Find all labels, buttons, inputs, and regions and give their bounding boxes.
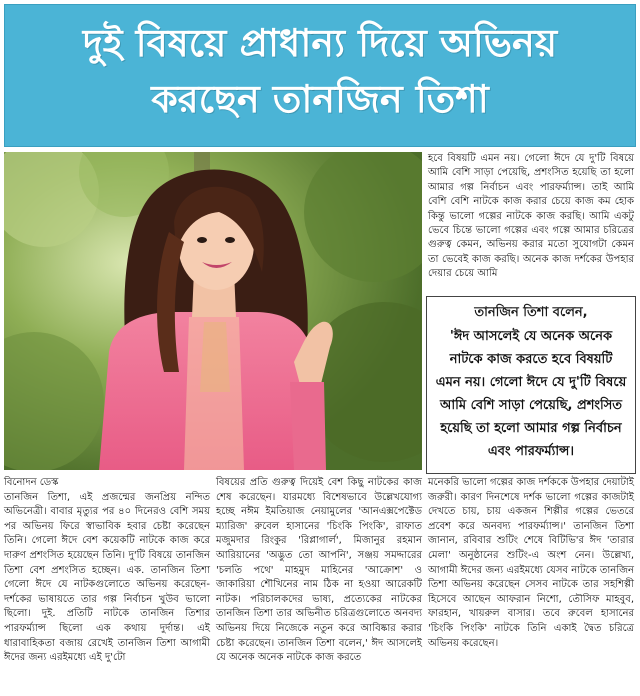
pull-quote-heading: তানজিন তিশা বলেন,: [474, 305, 588, 320]
headline-line-2: করছেন তানজিন তিশা: [151, 77, 489, 121]
portrait-photo: [4, 152, 422, 470]
article-column-3: [428, 476, 634, 651]
article-right-top-text: হবে বিষয়টি এমন নয়। গেলো ঈদে যে দু'টি বিষয়ে আমি বেশি সাড়া পেয়েছি, প্রশংসিত হয়েছি তা হলো আমার গল্প নির্বাচন এবং পারফর্ম্যান্স। তাই আমি বেশি বেশি নাটকে কাজ করার চেয়ে কাজ কম হোক কিন্তু ভালো গল্পের নাটকে কাজ করছি। আমি একটু ভেবে চিন্তে ভালো গল্পের এবং গল্পে আমার চরিত্রের গুরুত্ব কেমন, অভিনয় করার মতো সুযোগটা কেমন তা ভেবেই কাজ করছি। অনেক কাজ দর্শকের উপহার দেয়ার চেয়ে আমি: [428, 153, 634, 280]
headline-line-1: দুই বিষয়ে প্রাধান্য দিয়ে অভিনয়: [82, 21, 558, 65]
article-column-2-text: বিষয়ের প্রতি গুরুত্ব দিয়েই বেশ কিছু নাটকের কাজ শেষ করেছেন। যারমধ্যে বিশেষভাবে উল্লেখযোগ্য হচ্ছে নঈম ইমতিয়াজ নেয়ামুলের 'আনএক্সপেক্টেড ম্যারিজ' রুবেল হাসানের 'চিংকি পিংকি', রাফাত মজুমদার রিংকুর 'রিপ্লাগার্ল', মিজানুর রহমান আরিয়ানের 'অদ্ভুত তো আপনি', সঞ্জয় সমদ্দারের 'চলতি পথে' মাহমুদ মাহিনের 'আক্রোশ' ও জাকারিয়া শৌখিনের নাম ঠিক না হওয়া আরেকটি নাটক। পরিচালকদের ভাষ্য, প্রত্যেকের নাটকের তানজিন তিশা তার অভিনীত চরিত্রগুলোতে অনবদ্য অভিনয় দিয়ে নিজেকে নতুন করে আবিষ্কার করার চেষ্টা করেছেন। তানজিন তিশা বলেন,' ঈদ আসলেই যে অনেক অনেক নাটকে কাজ করতে: [216, 477, 422, 664]
pull-quote-box: [426, 296, 636, 474]
pull-quote-text: 'ঈদ আসলেই যে অনেক অনেক নাটকে কাজ করতে হবে বিষয়টি এমন নয়। গেলো ঈদে যে দু'টি বিষয়ে আমি বেশি সাড়া পেয়েছি, প্রশংসিত হয়েছি তা হলো আমার গল্প নির্বাচন এবং পারফর্ম্যান্স।: [435, 329, 627, 459]
article-column-1-text: তানজিন তিশা, এই প্রজন্মের জনপ্রিয় নন্দিত অভিনেত্রী। বাবার মৃত্যুর পর ৪০ দিনেরও বেশি সময় পর অভিনয় ফিরে স্বাভাবিক হবার চেষ্টা করেছেন তিনি। গেলো ঈদে বেশ কয়েকটি নাটকে কাজ করে দারুণ প্রশংসিত হয়েছেন তিনি। দু'টি বিষয়ে তানজিন তিশা বেশ প্রশংসিত হচ্ছেন। এক. তানজিন তিশা গেলো ঈদে যে নাটকগুলোতে অভিনয় করেছেন-দর্শকের ভাষায়তে তার গল্প নির্বাচন খুউব ভালো ছিলো। দুই. প্রতিটি নাটকে তানজিন তিশার পারফর্ম্যান্স ছিলো এক কথায় দুর্দান্ত। এই ধারাবাহিকতা বজায় রেখেই তানজিন তিশা আগামী ঈদের জন্য এরইমধ্যে এই দু'টো: [4, 491, 210, 664]
dateline: বিনোদন ডেস্ক: [4, 477, 59, 488]
headline-banner: [4, 4, 636, 147]
portrait-illustration: [4, 152, 422, 470]
article-column-2: [216, 476, 422, 666]
article-column-1: [4, 476, 210, 666]
article-column-3-text: মনেকরি ভালো গল্পের কাজ দর্শককে উপহার দেয়াটাই জরুরী। কারণ দিনশেষে দর্শক ভালো গল্পের কাজটাই দেখতে চায়, চায় একজন শিল্পীর গল্পের ভেতরে প্রবেশ করে অনবদ্য পারফর্ম্যান্স।' তানজিন তিশা জানান, রবিবার শুটিং শেষে বিটিভি'র ঈদ 'তারার মেলা' অনুষ্ঠানের শুটিং-এ অংশ নেন। উল্লেখ্য, আগামী ঈদের জন্য এরইমধ্যে যেসব নাটকে তানজিন তিশা অভিনয় করেছেন সেসব নাটকে তার সহশিল্পী হিসেবে আছেন আফরান নিশো, তৌসিফ মাহবুব, ফারহান, খায়রুল বাসার। তবে রুবেল হাসানের 'চিংকি পিংকি' নাটকে তিনি একাই দ্বৈত চরিত্রে অভিনয় করেছেন।: [428, 477, 634, 649]
